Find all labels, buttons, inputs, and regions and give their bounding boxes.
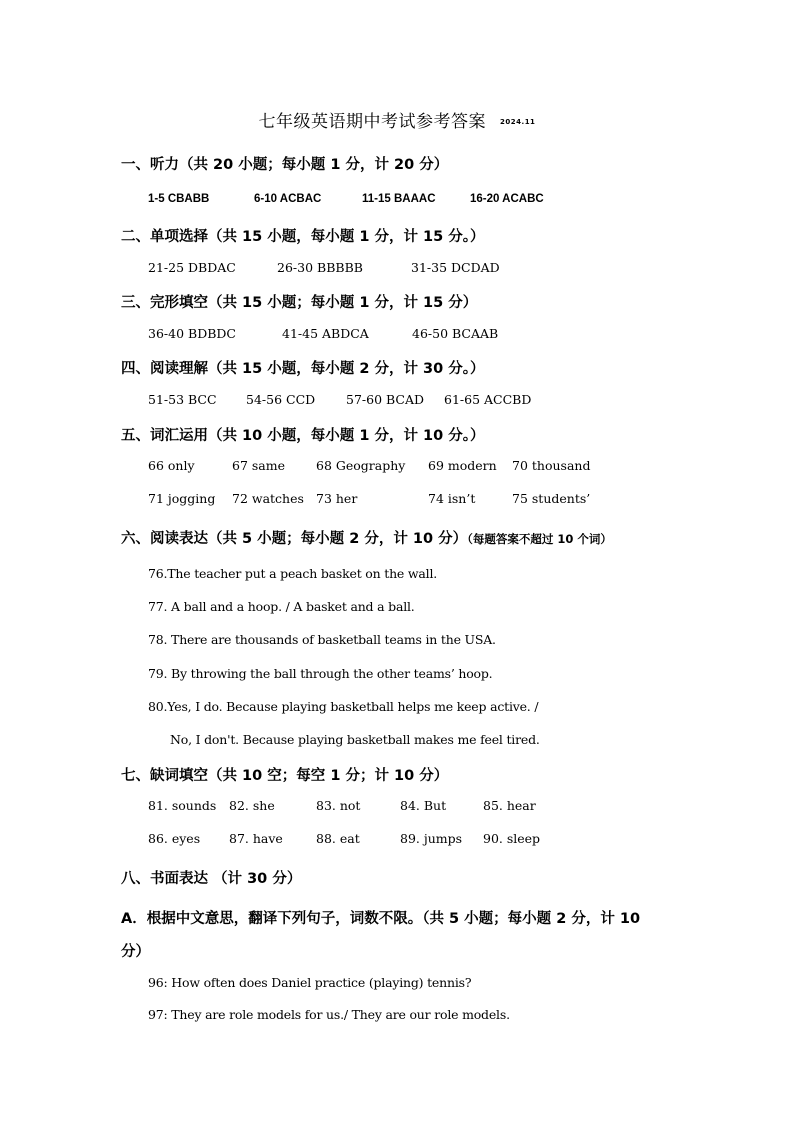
section-3-heading: 三、完形填空（共 15 小题；每小题 1 分，计 15 分） [121,295,478,311]
answer-group: 61-65 ACCBD [444,392,532,407]
section-6-note: （每题答案不超过 10 个词） [467,532,612,546]
section-4-heading: 四、阅读理解（共 15 小题，每小题 2 分，计 30 分。） [121,361,485,377]
answer-group: 51-53 BCC [148,392,217,407]
word-answer: 73 her [316,491,358,506]
section-8-heading: 八、书面表达 （计 30 分） [121,871,302,887]
section-5-heading: 五、词汇运用（共 10 小题，每小题 1 分，计 10 分。） [121,428,485,444]
answer-group: 1-5 CBABB [148,193,210,205]
word-answer: 86. eyes [148,831,201,846]
word-answer: 85. hear [483,798,536,813]
word-answer: 90. sleep [483,831,541,846]
answer-group: 31-35 DCDAD [411,260,500,275]
page-title [0,107,794,132]
word-answer: 67 same [232,458,285,473]
answer-group: 41-45 ABDCA [282,326,369,341]
word-answer: 89. jumps [400,831,463,846]
answer-group: 46-50 BCAAB [412,326,499,341]
answer-group: 21-25 DBDAC [148,260,236,275]
word-answer: 75 students’ [512,491,591,506]
word-answer: 68 Geography [316,458,406,473]
word-answer: 84. But [400,798,447,813]
answer-line: 78. There are thousands of basketball teams in the USA. [148,632,496,647]
answer-line: 79. By throwing the ball through the other teams’ hoop. [148,666,493,681]
date-label: 2024.11 [500,118,536,126]
answer-line: 96: How often does Daniel practice (playing) tennis? [148,975,472,990]
word-answer: 71 jogging [148,491,216,506]
answer-line: 80.Yes, I do. Because playing basketball helps me keep active. / [148,699,539,714]
word-answer: 74 isn’t [428,491,476,506]
word-answer: 66 only [148,458,195,473]
word-answer: 72 watches [232,491,304,506]
answer-group: 26-30 BBBBB [277,260,363,275]
answer-group: 16-20 ACABC [470,193,544,205]
word-answer: 81. sounds [148,798,217,813]
word-answer: 83. not [316,798,361,813]
section-2-heading: 二、单项选择（共 15 小题，每小题 1 分，计 15 分。） [121,229,485,245]
section-6-heading [121,527,612,548]
answer-group: 54-56 CCD [246,392,316,407]
answer-line: 77. A ball and a hoop. / A basket and a ball. [148,599,415,614]
section-1-heading: 一、听力（共 20 小题；每小题 1 分，计 20 分） [121,157,449,173]
answer-group: 36-40 BDBDC [148,326,236,341]
section-8-subheading-a-cont: 分） [121,944,150,960]
answer-group: 11-15 BAAAC [362,193,436,205]
title-text: 七年级英语期中考试参考答案 [258,112,487,132]
word-answer: 69 modern [428,458,497,473]
word-answer: 82. she [229,798,275,813]
section-8-subheading-a: A．根据中文意思，翻译下列句子，词数不限。（共 5 小题；每小题 2 分，计 10 [121,911,641,927]
section-7-heading: 七、缺词填空（共 10 空；每空 1 分；计 10 分） [121,768,449,784]
word-answer: 87. have [229,831,283,846]
word-answer: 88. eat [316,831,360,846]
answer-line: 97: They are role models for us./ They are our role models. [148,1007,510,1022]
answer-line: 76.The teacher put a peach basket on the wall. [148,566,438,581]
section-6-heading-text: 六、阅读表达（共 5 小题；每小题 2 分，计 10 分） [121,531,468,547]
word-answer: 70 thousand [512,458,591,473]
answer-group: 57-60 BCAD [346,392,425,407]
answer-line: No, I don't. Because playing basketball makes me feel tired. [170,732,540,747]
answer-group: 6-10 ACBAC [254,193,322,205]
